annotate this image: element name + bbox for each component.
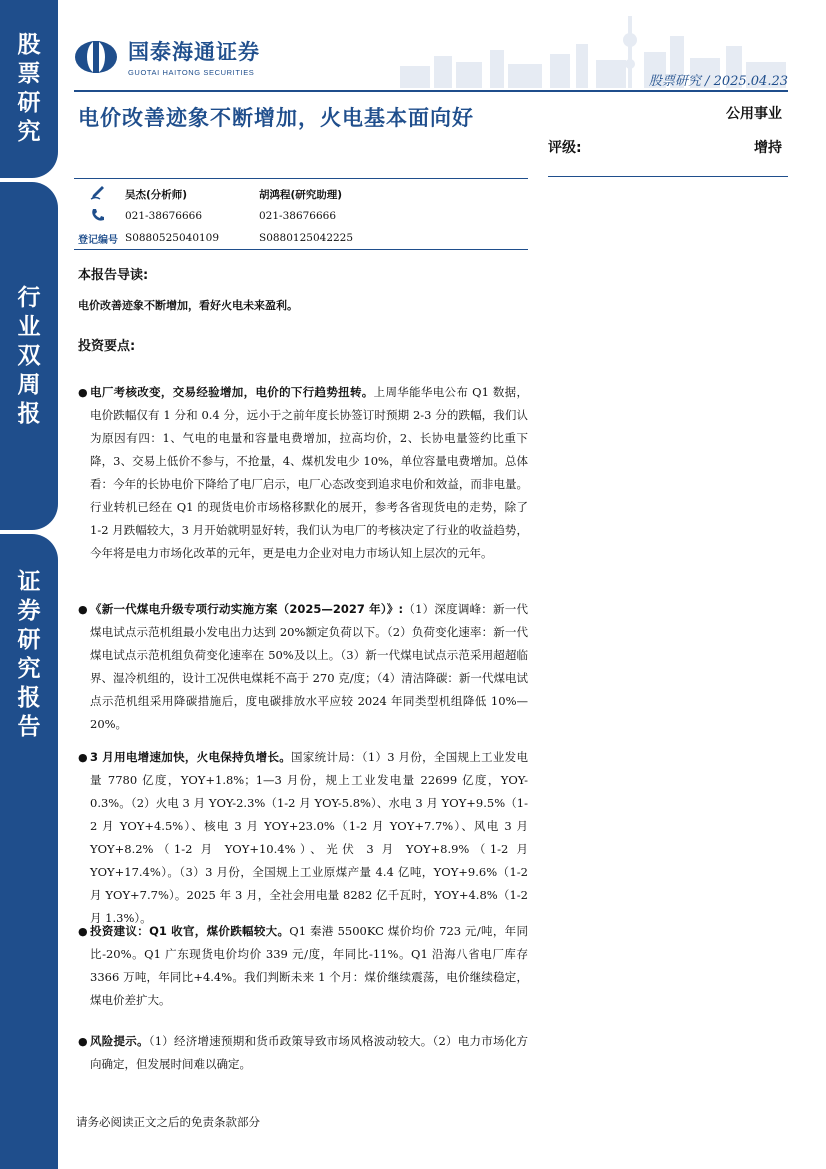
header-divider: [74, 90, 788, 92]
sidebar-block-securities-report: [0, 534, 58, 1169]
point-lead: 《新一代煤电升级专项行动实施方案（2025—2027 年）》:: [90, 602, 404, 616]
sidebar-char: 究: [17, 119, 41, 145]
points-heading: 投资要点:: [78, 339, 136, 354]
rating-divider: [548, 176, 788, 177]
point-text: 上周华能华电公布 Q1 数据，电价跌幅仅有 1 分和 0.4 分，远小于之前年度长协签订时预期 2-3 分的跌幅，我们认为原因有四：1、气电的电量和容量电费增加，拉高均价，2、长协电量签约比重下降，3、交易上低价不参与，不抢量，4、煤机发电少 10%，单位容量电费增加。总体看：今年的长协电价下降给了电厂启示，电厂心态改变到追求电价和效益，而非电量。行业转机已经在 Q1 的现货电价市场格移默化的展开，参考各省现货电的走势，除了 1-2 月跌幅较大，3 月开始就明显好转，我们认为电厂的考核决定了行业的收益趋势，今年将是电力市场化改革的元年，更是电力企业对电力市场认知上层次的元年。: [90, 385, 528, 560]
sidebar-char: 告: [17, 714, 41, 740]
logo-text-en: GUOTAI HAITONG SECURITIES: [128, 68, 255, 77]
rating-label: 评级:: [548, 140, 582, 156]
sidebar-char: 行: [17, 284, 41, 311]
report-type-date: 股票研究 / 2025.04.23: [648, 74, 788, 89]
sidebar-char: 票: [17, 61, 41, 87]
guide-heading: 本报告导读:: [78, 268, 149, 283]
sidebar-char: 报: [17, 400, 41, 427]
point-text: （1）深度调峰：新一代煤电试点示范机组最小发电出力达到 20%额定负荷以下。（2）负荷变化速率：新一代煤电试点示范机组负荷变化速率在 50%及以上。（3）新一代煤电试点示范采用超超临界、湿冷机组的，设计工况供电煤耗不高于 270 克/度；（4）清洁降碳：新一代煤电试点示范机组采用降碳措施后，度电碳排放水平应较 2024 年同类型机组降低 10%—20%。: [90, 602, 528, 731]
disclaimer-note: 请务必阅读正文之后的免责条款部分: [76, 1115, 260, 1129]
analyst-name: 胡鸿程(研究助理): [259, 189, 343, 201]
analyst-phone: 021-38676666: [259, 210, 337, 222]
sidebar-char: 研: [17, 627, 41, 653]
sidebar-char: 报: [17, 685, 41, 711]
sidebar: [0, 0, 58, 1169]
point-lead: 电厂考核改变，交易经验增加，电价的下行趋势扭转。: [90, 385, 374, 399]
analyst-registration: S0880125042225: [259, 232, 354, 244]
logo-mark-icon: [74, 39, 118, 75]
bullet-icon: ●: [78, 603, 88, 616]
phone-icon: [90, 207, 106, 223]
sidebar-block-stock-research: [0, 0, 58, 178]
registration-label: 登记编号: [78, 235, 118, 246]
sidebar-char: 股: [17, 32, 41, 58]
page-title: 电价改善迹象不断增加，火电基本面向好: [78, 106, 474, 130]
investment-point: [78, 920, 528, 1012]
sidebar-char: 证: [17, 569, 41, 595]
investment-point: [78, 381, 528, 565]
analyst-phone: 021-38676666: [125, 210, 203, 222]
point-lead: 3 月用电增速加快，火电保持负增长。: [90, 750, 292, 764]
analyst-registration: S0880525040109: [125, 232, 220, 244]
bullet-icon: ●: [78, 386, 88, 399]
sidebar-char: 业: [17, 313, 41, 340]
point-text: （1）经济增速预期和货币政策导致市场风格波动较大。（2）电力市场化方向确定，但发展时间难以确定。: [90, 1034, 528, 1071]
sidebar-char: 周: [17, 371, 41, 398]
bullet-icon: ●: [78, 751, 88, 764]
sidebar-block-biweekly: [0, 182, 58, 530]
sidebar-char: 研: [17, 90, 41, 116]
sidebar-char: 券: [17, 598, 41, 624]
sidebar-char: 双: [17, 342, 41, 369]
analyst-divider-bottom: [74, 249, 528, 250]
investment-point: [78, 746, 528, 930]
analyst-divider-top: [74, 178, 528, 179]
investment-point: [78, 598, 528, 736]
logo-text-cn: 国泰海通证券: [128, 40, 260, 64]
bullet-icon: ●: [78, 1035, 88, 1048]
point-lead: 风险提示。: [90, 1034, 149, 1048]
analyst-pen-icon: [90, 184, 106, 200]
investment-point: [78, 1030, 528, 1076]
sidebar-char: 究: [17, 656, 41, 682]
sector-label: 公用事业: [726, 106, 782, 122]
analyst-name: 吴杰(分析师): [125, 189, 188, 201]
point-lead: 投资建议：Q1 收官，煤价跌幅较大。: [90, 924, 290, 938]
brand-logo: [74, 36, 260, 77]
bullet-icon: ●: [78, 925, 88, 938]
point-text: 国家统计局：（1）3 月份，全国规上工业发电量 7780 亿度，YOY+1.8%；1—3 月份，规上工业发电量 22699 亿度，YOY-0.3%。（2）火电 3 月 YOY-2.3%（1-2 月 YOY-5.8%）、水电 3 月 YOY+9.5%（1-2 月 YOY+4.5%）、核电 3 月 YOY+23.0%（1-2 月 YOY+7.7%）、风电 3 月 YOY+8.2%（1-2 月 YOY+10.4%）、光伏 3 月 YOY+8.9%（1-2 月 YOY+17.4%）。（3）3 月份，全国规上工业原煤产量 4.4 亿吨，YOY+9.6%（1-2 月 YOY+7.7%）。2025 年 3 月，全社会用电量 8282 亿千瓦时，YOY+4.8%（1-2 月 1.3%）。: [90, 750, 528, 925]
guide-text: 电价改善迹象不断增加，看好火电未来盈利。: [78, 299, 298, 312]
rating-value: 增持: [754, 140, 782, 156]
point-text: Q1 秦港 5500KC 煤价均价 723 元/吨，年同比-20%。Q1 广东现货电价均价 339 元/度，年同比-11%。Q1 沿海八省电厂库存 3366 万吨，年同比+4.4%。我们判断未来 1 个月：煤价继续震荡，电价继续稳定，煤电价差扩大。: [90, 924, 528, 1007]
